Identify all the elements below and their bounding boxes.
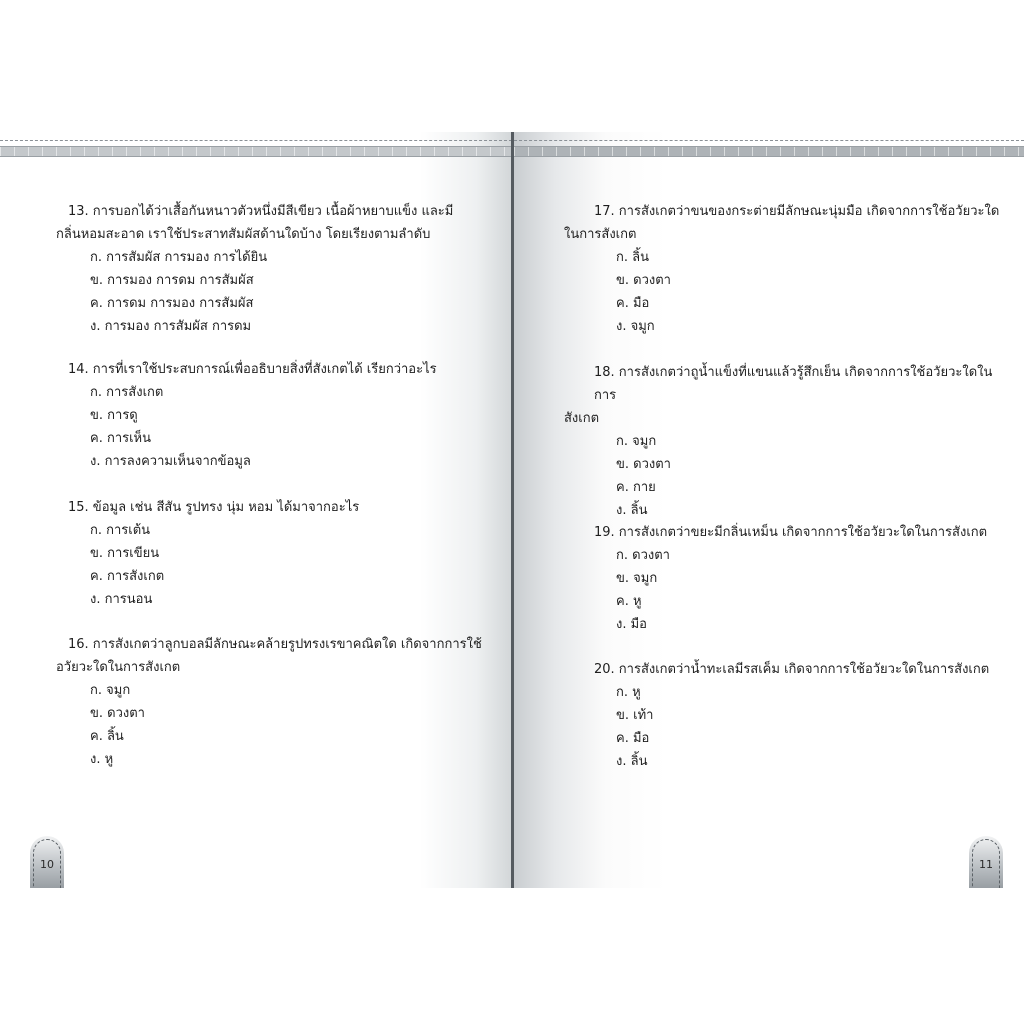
option-a: ก. การสัมผัส การมอง การได้ยิน [90,250,268,265]
page-number-tab [969,836,1003,888]
option-c: ค. ลิ้น [90,729,124,744]
question-15 [68,496,498,611]
options [68,246,498,338]
header-band [514,140,1024,156]
header-band [0,140,512,156]
option-d: ง. การนอน [90,592,153,607]
options [594,246,1008,338]
option-c: ค. การเห็น [90,431,152,446]
question-stem: 17. การสังเกตว่าขนของกระต่ายมีลักษณะนุ่มมือ เกิดจากการใช้อวัยวะใด [594,204,1000,219]
page-number-tab [30,836,64,888]
question-19 [578,521,1008,636]
question-17 [564,200,1008,338]
options [594,544,1008,636]
question-18 [564,361,1008,522]
option-c: ค. การดม การมอง การสัมผัส [90,296,254,311]
option-d: ง. หู [90,752,114,767]
question-stem: 19. การสังเกตว่าขยะมีกลิ่นเหม็น เกิดจากการใช้อวัยวะใดในการสังเกต [594,525,988,540]
question-stem: 18. การสังเกตว่าถูน้ำแข็งที่แขนแล้วรู้สึกเย็น เกิดจากการใช้อวัยวะใดในการ [594,365,993,403]
option-b: ข. ดวงตา [616,273,671,288]
question-stem-cont: กลิ่นหอมสะอาด เราใช้ประสาทสัมผัสด้านใดบ้าง โดยเรียงตามลำดับ [56,227,431,242]
question-stem-cont: สังเกต [564,411,600,426]
right-page [514,132,1024,888]
options [68,381,498,473]
question-stem-cont: ในการสังเกต [564,227,637,242]
page-number: 11 [979,858,993,871]
option-d: ง. จมูก [616,319,655,334]
question-stem: 14. การที่เราใช้ประสบการณ์เพื่ออธิบายสิ่งที่สังเกตได้ เรียกว่าอะไร [68,362,437,377]
option-a: ก. ลิ้น [616,250,649,265]
option-a: ก. หู [616,685,641,700]
options [68,679,498,771]
option-c: ค. มือ [616,731,650,746]
page-number: 10 [40,858,54,871]
question-14 [68,358,498,473]
option-b: ข. การดู [90,408,138,423]
option-d: ง. การมอง การสัมผัส การดม [90,319,252,334]
option-d: ง. ลิ้น [616,754,648,769]
option-d: ง. ลิ้น [616,503,648,518]
option-b: ข. ดวงตา [90,706,145,721]
option-b: ข. เท้า [616,708,654,723]
question-stem: 13. การบอกได้ว่าเสื้อกันหนาวตัวหนึ่งมีสีเขียว เนื้อผ้าหยาบแข็ง และมี [68,204,454,219]
options [68,519,498,611]
option-b: ข. การเขียน [90,546,160,561]
question-stem: 20. การสังเกตว่าน้ำทะเลมีรสเค็ม เกิดจากการใช้อวัยวะใดในการสังเกต [594,662,990,677]
option-a: ก. การสังเกต [90,385,164,400]
question-13 [56,200,498,338]
option-c: ค. มือ [616,296,650,311]
option-d: ง. มือ [616,617,647,632]
question-stem: 16. การสังเกตว่าลูกบอลมีลักษณะคล้ายรูปทรงเรขาคณิตใด เกิดจากการใช้ [68,637,482,652]
option-a: ก. จมูก [616,434,657,449]
book-spread [0,132,1024,888]
option-b: ข. การมอง การดม การสัมผัส [90,273,254,288]
option-c: ค. กาย [616,480,656,495]
left-page [0,132,512,888]
option-a: ก. ดวงตา [616,548,670,563]
option-b: ข. ดวงตา [616,457,671,472]
option-c: ค. หู [616,594,642,609]
option-c: ค. การสังเกต [90,569,165,584]
question-20 [578,658,1008,773]
question-stem: 15. ข้อมูล เช่น สีสัน รูปทรง นุ่ม หอม ได้มาจากอะไร [68,500,360,515]
option-a: ก. จมูก [90,683,131,698]
option-d: ง. การลงความเห็นจากข้อมูล [90,454,251,469]
option-a: ก. การเต้น [90,523,151,538]
question-stem-cont: อวัยวะใดในการสังเกต [56,660,181,675]
option-b: ข. จมูก [616,571,658,586]
options [594,681,1008,773]
options [594,430,1008,522]
question-16 [56,633,498,771]
